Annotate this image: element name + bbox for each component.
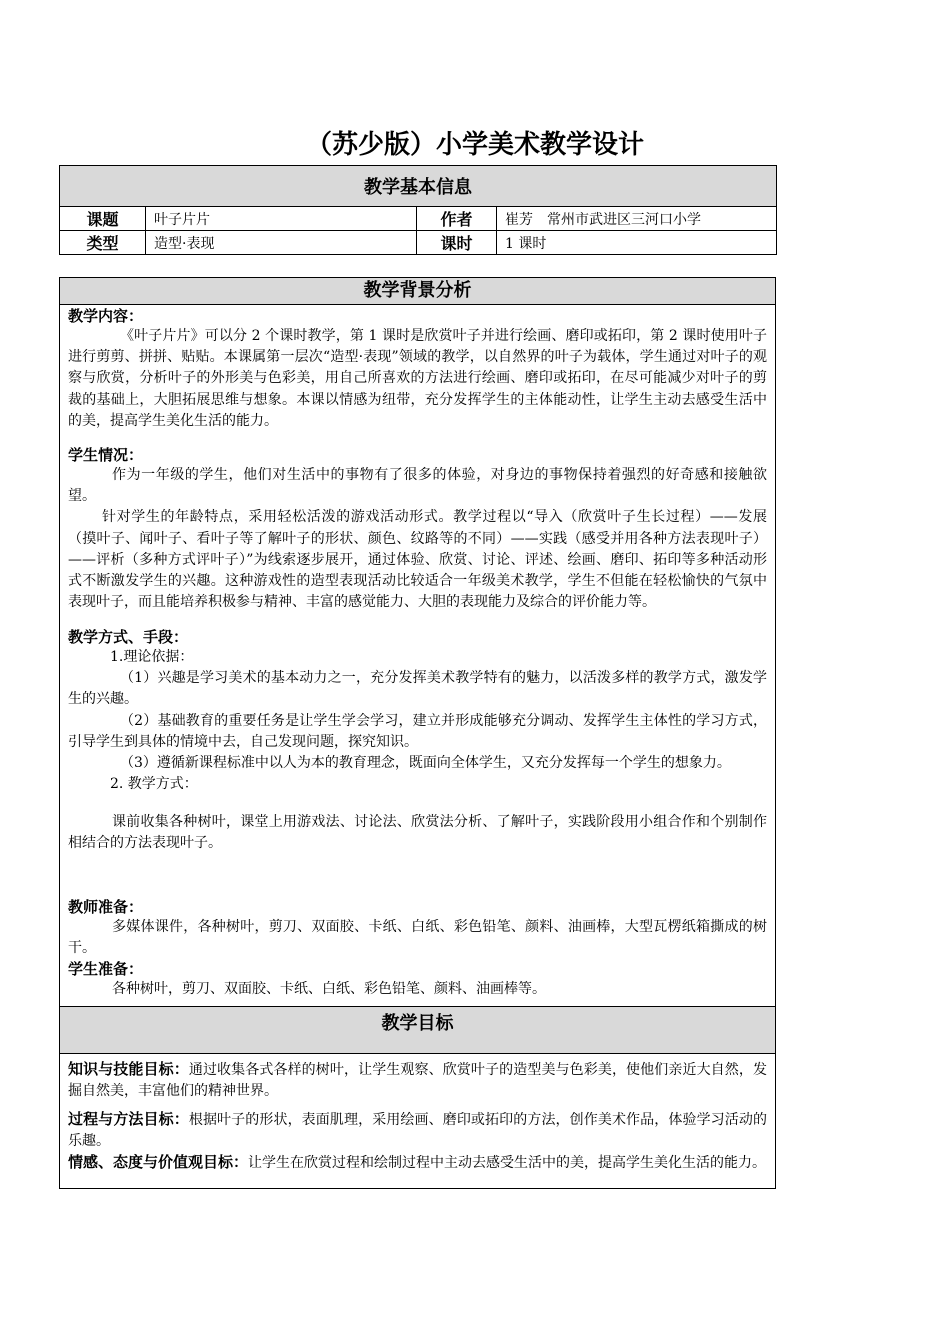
goal-process-label: 过程与方法目标： [68, 1110, 189, 1128]
background-section [59, 277, 776, 1007]
goal-knowledge-label: 知识与技能目标： [68, 1060, 189, 1078]
method-2-text: 课前收集各种树叶，课堂上用游戏法、讨论法、欣赏法分析、了解叶子，实践阶段用小组合作和个别制作相结合的方法表现叶子。 [68, 814, 767, 852]
topic-value: 叶子片片 [146, 207, 417, 231]
goal-knowledge-text: 通过收集各式各样的树叶，让学生观察、欣赏叶子的造型美与色彩美，使他们亲近大自然，发掘自然美，丰富他们的精神世界。 [68, 1062, 767, 1100]
method-2: 2. 教学方式： [110, 776, 198, 793]
goal-process [68, 1109, 767, 1152]
method-1b: （2）基础教育的重要任务是让学生学会学习，建立并形成能够充分调动、发挥学生主体性的学习方式，引导学生到具体的情境中去，自己发现问题，探究知识。 [68, 712, 767, 750]
student-p2: 针对学生的年龄特点，采用轻松活泼的游戏活动形式。教学过程以“导入（欣赏叶子生长过程）——发展（摸叶子、闻叶子、看叶子等了解叶子的形状、颜色、纹路等的不同）——实践（感受并用各种方法表现叶子）——评析（多种方式评叶子）”为线索逐步展开，通过体验、欣赏、讨论、评述、绘画、磨印、拓印等多种活动形式不断激发学生的兴趣。这种游戏性的造型表现活动比较适合一年级美术教学，学生不但能在轻松愉快的气氛中表现叶子，而且能培养积极参与精神、丰富的感觉能力、大胆的表现能力及综合的评价能力等。 [68, 509, 767, 611]
type-value: 造型·表现 [146, 231, 417, 255]
hours-value: 1 课时 [497, 231, 777, 255]
goal-emotion [68, 1152, 767, 1174]
goals-header: 教学目标 [60, 1007, 775, 1054]
student-heading: 学生情况： [68, 446, 144, 464]
author-value: 崔芳 常州市武进区三河口小学 [497, 207, 777, 231]
method-1: 1.理论依据： [110, 649, 194, 665]
background-header: 教学背景分析 [60, 278, 775, 305]
basic-info-table [59, 165, 777, 255]
goal-process-text: 根据叶子的形状，表面肌理，采用绘画、磨印或拓印的方法，创作美术作品，体验学习活动的乐趣。 [68, 1112, 767, 1150]
method-1a: （1）兴趣是学习美术的基本动力之一，充分发挥美术教学特有的魅力，以活泼多样的教学方式，激发学生的兴趣。 [68, 670, 767, 708]
basic-info-header: 教学基本信息 [60, 166, 777, 207]
method-1c: （3）遵循新课程标准中以人为本的教育理念，既面向全体学生，又充分发挥每一个学生的想象力。 [120, 755, 731, 772]
teacher-prep-text: 多媒体课件，各种树叶，剪刀、双面胶、卡纸、白纸、彩色铅笔、颜料、油画棒，大型瓦楞纸箱撕成的树干。 [68, 919, 767, 957]
student-prep-heading: 学生准备： [68, 960, 144, 979]
content-heading: 教学内容： [68, 307, 144, 325]
student-prep-text: 各种树叶，剪刀、双面胶、卡纸、白纸、彩色铅笔、颜料、油画棒等。 [112, 981, 546, 998]
method-heading: 教学方式、手段： [68, 628, 189, 646]
teacher-prep-heading: 教师准备： [68, 898, 144, 916]
content-text: 《叶子片片》可以分 2 个课时教学，第 1 课时是欣赏叶子并进行绘画、磨印或拓印，第 2 课时使用叶子进行剪剪、拼拼、贴贴。本课属第一层次“造型·表现”领域的教学，以自然界的叶子为载体，学生通过对叶子的观察与欣赏，分析叶子的外形美与色彩美，用自己所喜欢的方法进行绘画、磨印或拓印，在尽可能减少对叶子的剪裁的基础上，大胆拓展思维与想象。本课以情感为纽带，充分发挥学生的主体能动性，让学生主动去感受生活中的美，提高学生美化生活的能力。 [68, 328, 767, 429]
student-p1: 作为一年级的学生，他们对生活中的事物有了很多的体验，对身边的事物保持着强烈的好奇感和接触欲望。 [68, 467, 767, 505]
goal-emotion-text: 让学生在欣赏过程和绘制过程中主动去感受生活中的美，提高学生美化生活的能力。 [248, 1155, 767, 1172]
page-title: （苏少版）小学美术教学设计 [305, 130, 644, 160]
hours-label: 课时 [417, 231, 497, 255]
topic-label: 课题 [60, 207, 146, 231]
type-label: 类型 [60, 231, 146, 255]
goals-section [59, 1006, 776, 1189]
goal-emotion-label: 情感、态度与价值观目标： [68, 1153, 249, 1172]
author-label: 作者 [417, 207, 497, 231]
goal-knowledge [68, 1059, 767, 1102]
